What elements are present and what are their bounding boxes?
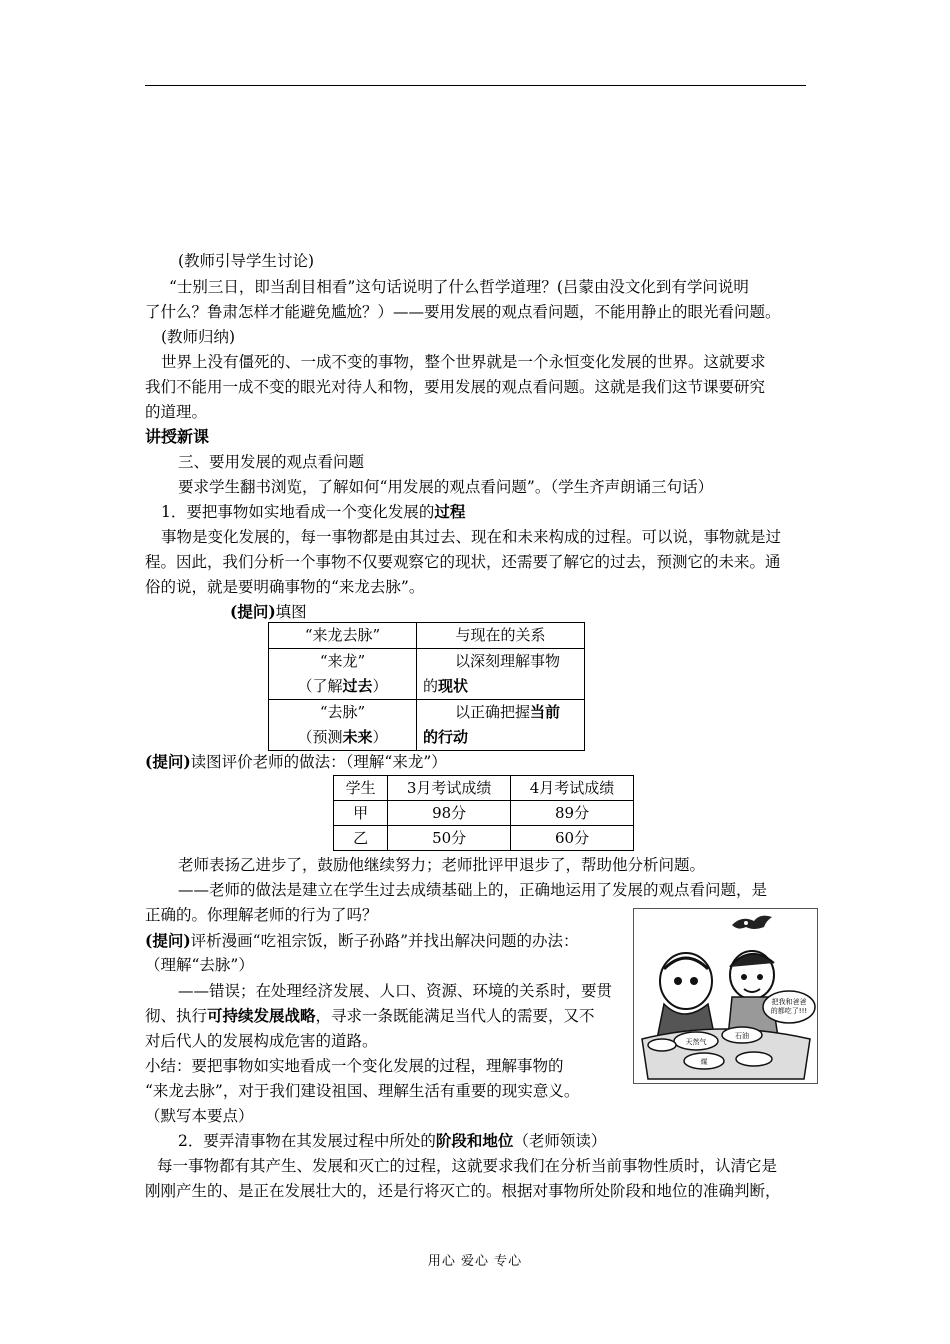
table-cell — [417, 700, 585, 751]
point-2-bold: 阶段和地位 — [435, 1131, 514, 1150]
cell-line: 的行动 — [423, 728, 469, 746]
para-text: 每一事物都有其产生、发展和灭亡的过程，这就要求我们在分析当前事物性质时，认清它是 — [157, 1157, 778, 1175]
para-text: 正确的。你理解老师的行为了吗？ — [145, 906, 378, 924]
table-header-cell: 与现在的关系 — [417, 623, 585, 649]
table-cell: 50分 — [388, 826, 511, 851]
table-cell — [269, 700, 417, 751]
para-text: 了什么？鲁肃怎样才能避免尴尬？）——要用发展的观点看问题，不能用静止的眼光看问题。 — [145, 303, 781, 321]
cell-line: （预测未来） — [297, 728, 388, 746]
table-cell: 60分 — [511, 826, 634, 851]
table-header-cell: 4月考试成绩 — [511, 776, 634, 801]
para-text: 事物是变化发展的，每一事物都是由其过去、现在和未来构成的过程。可以说，事物就是过 — [161, 528, 782, 546]
question-text: 评析漫画“吃祖宗饭，断子孙路”并找出解决问题的办法： — [190, 932, 579, 950]
bird-eye — [744, 921, 748, 925]
para-text: ——错误；在处理经济发展、人口、资源、环境的关系时，要贯 — [178, 982, 613, 1000]
question-tag: (提问) — [145, 931, 191, 950]
cell-line: 以深刻理解事物 — [455, 652, 561, 670]
para-text: 俗的说，就是要明确事物的“来龙去脉”。 — [145, 578, 425, 596]
para-text: 刚刚产生的、是正在发展壮大的，还是行将灭亡的。根据对事物所处阶段和地位的准确判断， — [145, 1182, 781, 1200]
table-cell — [269, 649, 417, 700]
para-text: 我们不能用一成不变的眼光对待人和物，要用发展的观点看问题。这就是我们这节课要研究 — [145, 378, 766, 396]
para-text: “士别三日，即当刮目相看”这句话说明了什么哲学道理？(吕蒙由没文化到有学问说明 — [169, 278, 749, 296]
table-cell — [417, 649, 585, 700]
question-tag: (提问) — [230, 602, 276, 621]
cell-line: “来龙” — [319, 652, 366, 670]
point-1-text: 1．要把事物如实地看成一个变化发展的 — [161, 503, 435, 521]
question-read — [145, 752, 447, 772]
cell-line: 以正确把握当前 — [455, 703, 561, 721]
question-tag: (提问) — [145, 752, 191, 771]
bowl-empty — [648, 1039, 676, 1051]
cell-line: 的现状 — [423, 677, 469, 695]
question-text: 读图评价老师的做法：（理解“来龙”） — [190, 753, 447, 771]
header-rule — [145, 85, 806, 86]
svg-text:的都吃了!!!: 的都吃了!!! — [770, 1007, 808, 1015]
para-text: 对后代人的发展构成危害的道路。 — [145, 1032, 378, 1050]
svg-text:煤: 煤 — [700, 1058, 708, 1066]
svg-text:石油: 石油 — [735, 1032, 749, 1040]
bird-shape — [732, 916, 772, 929]
sub-heading: 三、要用发展的观点看问题 — [178, 453, 365, 471]
cartoon-image — [633, 908, 818, 1084]
cell-line: “去脉” — [319, 703, 366, 721]
table-header-cell: 学生 — [334, 776, 388, 801]
para-text: 要求学生翻书浏览，了解如何“用发展的观点看问题”。（学生齐声朗诵三句话） — [178, 478, 714, 496]
para-text: ——老师的做法是建立在学生过去成绩基础上的，正确地运用了发展的观点看问题，是 — [178, 881, 768, 899]
para-text: 世界上没有僵死的、一成不变的事物，整个世界就是一个永恒变化发展的世界。这就要求 — [161, 353, 766, 371]
summary-note: （默写本要点） — [145, 1107, 254, 1125]
scores-table — [333, 775, 634, 851]
question-cartoon — [145, 931, 579, 951]
para-text: 的道理。 — [145, 403, 208, 421]
para-teacher-summary: (教师归纳) — [161, 328, 236, 346]
bubble-text: 把我和爸爸 — [771, 998, 807, 1006]
section-heading: 讲授新课 — [145, 427, 210, 446]
para-text: 程。因此，我们分析一个事物不仅要观察它的现状，还需要了解它的过去，预测它的未来。通 — [145, 553, 781, 571]
question-fill — [230, 602, 307, 622]
para-strategy: 彻、执行可持续发展战略，寻求一条既能满足当代人的需要，又不 — [145, 1006, 595, 1025]
table-cell: 乙 — [334, 826, 388, 851]
page-footer: 用心 爱心 专心 — [427, 1254, 523, 1269]
table-header-cell: “来龙去脉” — [269, 623, 417, 649]
para-text: （理解“去脉”） — [145, 956, 254, 974]
point-1 — [161, 502, 465, 522]
para-teacher-guide: (教师引导学生讨论) — [178, 252, 315, 270]
cartoon-drawing — [634, 909, 817, 1083]
summary-text: 小结：要把事物如实地看成一个变化发展的过程，理解事物的 — [145, 1057, 564, 1075]
svg-text:天然气: 天然气 — [685, 1038, 707, 1046]
table-header-cell: 3月考试成绩 — [388, 776, 511, 801]
point-2: 2．要弄清事物在其发展过程中所处的阶段和地位（老师领读） — [178, 1131, 607, 1150]
cell-line: （了解过去） — [297, 677, 388, 695]
table-cell: 甲 — [334, 801, 388, 826]
strategy-bold: 可持续发展战略 — [207, 1006, 316, 1025]
point-1-bold: 过程 — [434, 502, 466, 521]
question-text: 填图 — [275, 603, 307, 621]
table-cell: 89分 — [511, 801, 634, 826]
para-text: 老师表扬乙进步了，鼓励他继续努力；老师批评甲退步了，帮助他分析问题。 — [178, 856, 706, 874]
summary-text: “来龙去脉”，对于我们建设祖国、理解生活有重要的现实意义。 — [145, 1082, 580, 1100]
bowl-forest — [736, 1052, 772, 1066]
origin-table — [268, 622, 585, 751]
table-cell: 98分 — [388, 801, 511, 826]
elder-head — [660, 953, 712, 1009]
